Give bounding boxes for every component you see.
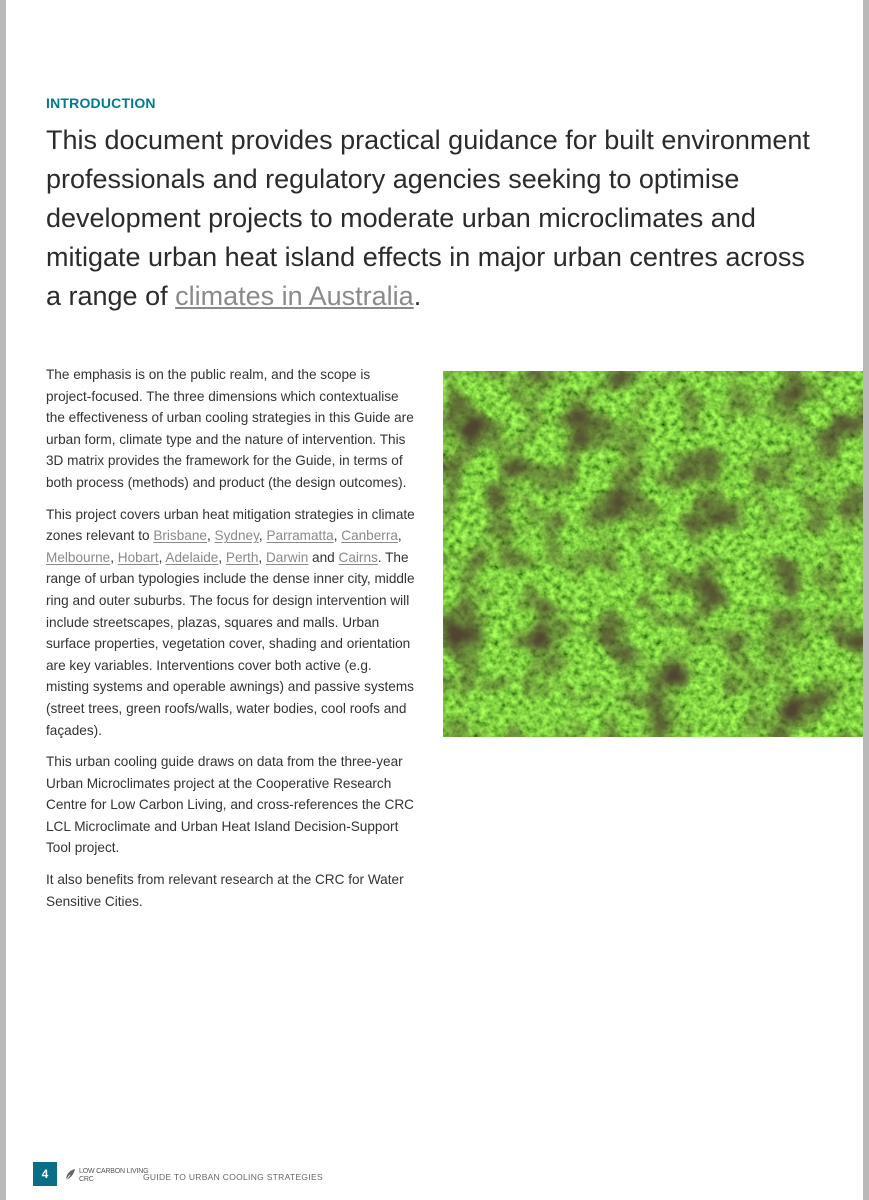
footer-document-title: GUIDE TO URBAN COOLING STRATEGIES xyxy=(143,1172,323,1182)
paragraph-climate-zones xyxy=(46,504,416,742)
lead-period: . xyxy=(413,281,422,311)
link-darwin[interactable]: Darwin xyxy=(265,549,309,565)
link-brisbane[interactable]: Brisbane xyxy=(153,528,207,544)
separator: , xyxy=(258,549,266,565)
green-wall-photo xyxy=(443,371,863,737)
logo-line-1: LOW CARBON LIVING xyxy=(79,1168,149,1175)
separator: and xyxy=(308,549,339,565)
link-perth[interactable]: Perth xyxy=(225,549,259,565)
separator: , xyxy=(333,528,342,544)
logo-line-2: CRC xyxy=(79,1176,94,1183)
paragraph-benefits: It also benefits from relevant research at the CRC for Water Sensitive Cities. xyxy=(46,872,404,909)
separator: , xyxy=(218,549,226,565)
crc-logo xyxy=(64,1168,148,1184)
separator: , xyxy=(110,549,118,565)
link-adelaide[interactable]: Adelaide xyxy=(165,549,219,565)
foliage-image xyxy=(443,371,863,737)
link-sydney[interactable]: Sydney xyxy=(214,528,259,544)
paragraph-climate-zones-intro: This project covers urban heat mitigation strategies in climate zones relevant to xyxy=(46,506,415,544)
paragraph-scope: The emphasis is on the public realm, and the scope is project-focused. The three dimensions which contextualise the effectiveness of urban cooling strategies in this Guide are urban form, climate type and the nature of intervention. This 3D matrix provides the framework for the Guide, in terms of both process (methods) and product (the design outcomes). xyxy=(46,367,414,490)
section-heading: INTRODUCTION xyxy=(46,95,156,111)
separator: , xyxy=(397,528,402,544)
body-text xyxy=(46,364,416,922)
paragraph-data-sources: This urban cooling guide draws on data from the three-year Urban Microclimates project at the Cooperative Research Centre for Low Carbon Living, and cross-references the CRC LCL Microclimate and Urban Heat Island Decision-Support Tool project. xyxy=(46,754,414,856)
climates-in-australia-link[interactable]: climates in Australia xyxy=(175,281,414,311)
separator: , xyxy=(206,528,215,544)
link-canberra[interactable]: Canberra xyxy=(341,528,398,544)
page-number: 4 xyxy=(33,1162,57,1186)
paragraph-climate-zones-rest: . The range of urban typologies include the dense inner city, middle ring and outer suburbs. The focus for design intervention will include streetscapes, plazas, squares and malls. Urban surface properties, vegetation cover, shading and orientation are key variables. Interventions cover both active (e.g. misting systems and operable awnings) and passive systems (street trees, green roofs/walls, water bodies, cool roofs and façades). xyxy=(46,549,415,738)
link-melbourne[interactable]: Melbourne xyxy=(46,549,111,565)
lead-text: This document provides practical guidance for built environment professionals and regulatory agencies seeking to optimise development projects to moderate urban microclimates and mitigate urban heat island effects in major urban centres across a range of xyxy=(46,125,810,311)
separator: , xyxy=(158,549,166,565)
lead-paragraph xyxy=(46,121,816,316)
link-cairns[interactable]: Cairns xyxy=(338,549,378,565)
separator: , xyxy=(258,528,267,544)
document-page xyxy=(6,0,863,1200)
crc-leaf-icon xyxy=(64,1168,76,1182)
link-hobart[interactable]: Hobart xyxy=(117,549,159,565)
link-parramatta[interactable]: Parramatta xyxy=(266,528,334,544)
